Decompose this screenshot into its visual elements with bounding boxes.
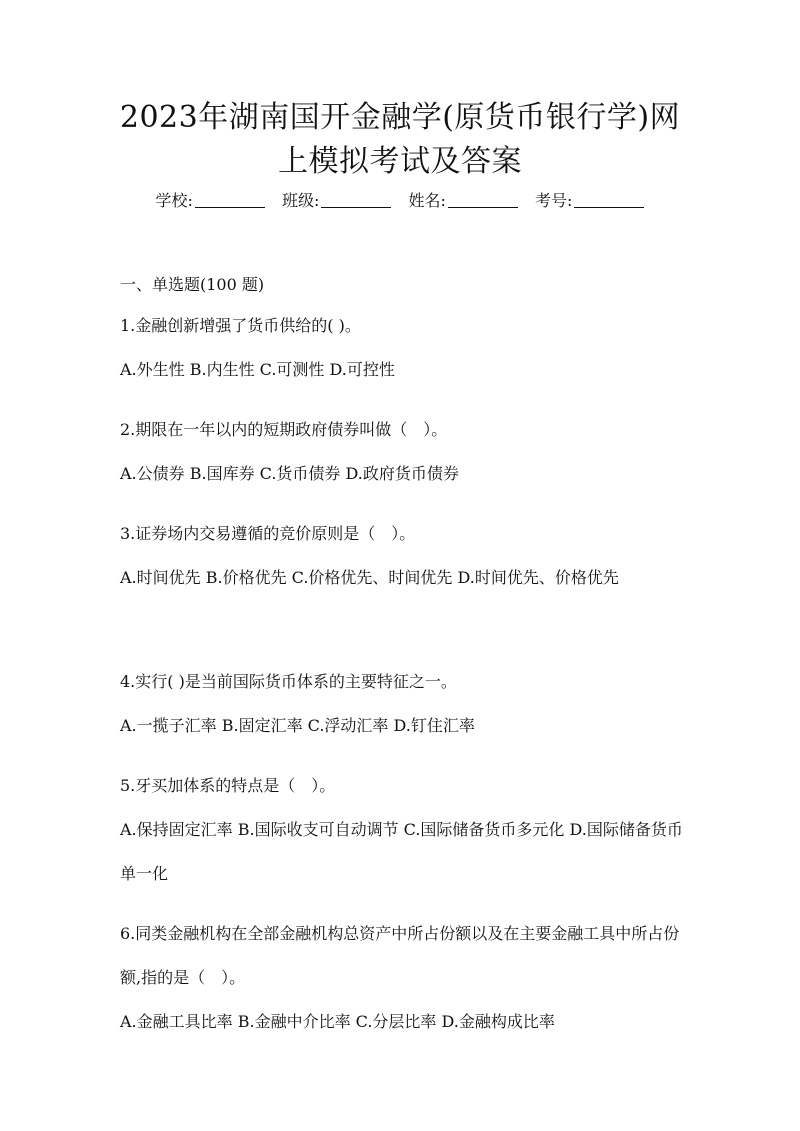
question-3	[120, 512, 686, 600]
question-stem: 6.同类金融机构在全部金融机构总资产中所占份额以及在主要金融工具中所占份额,指的是（ ）。	[120, 924, 680, 987]
name-field	[409, 191, 518, 210]
question-6	[120, 912, 686, 1044]
student-info-row	[0, 188, 800, 214]
exam-number-blank	[574, 191, 644, 208]
question-options: A.公债券 B.国库券 C.货币债券 D.政府货币债券	[120, 464, 459, 483]
question-options: A.金融工具比率 B.金融中介比率 C.分层比率 D.金融构成比率	[120, 1012, 555, 1031]
question-options: A.保持固定汇率 B.国际收支可自动调节 C.国际储备货币多元化 D.国际储备货币单一化	[120, 820, 683, 883]
question-stem: 3.证券场内交易遵循的竞价原则是（ ）。	[120, 524, 416, 543]
question-stem: 5.牙买加体系的特点是（ ）。	[120, 776, 336, 795]
question-1	[120, 304, 686, 392]
class-field	[282, 191, 391, 210]
name-label: 姓名:	[408, 191, 446, 210]
question-options: A.时间优先 B.价格优先 C.价格优先、时间优先 D.时间优先、价格优先	[120, 568, 619, 587]
class-blank	[321, 191, 391, 208]
school-field	[156, 191, 265, 210]
question-4	[120, 660, 686, 748]
question-stem: 1.金融创新增强了货币供给的( )。	[120, 316, 361, 335]
class-label: 班级:	[282, 191, 320, 210]
section-heading: 一、单选题(100 题)	[120, 275, 265, 294]
question-5	[120, 764, 686, 896]
exam-number-label: 考号:	[535, 191, 573, 210]
name-blank	[448, 191, 518, 208]
question-options: A.外生性 B.内生性 C.可测性 D.可控性	[120, 360, 395, 379]
document-title-line-2: 上模拟考试及答案	[278, 144, 522, 179]
question-stem: 4.实行( )是当前国际货币体系的主要特征之一。	[120, 672, 457, 691]
question-options: A.一揽子汇率 B.固定汇率 C.浮动汇率 D.钉住汇率	[120, 716, 475, 735]
question-2	[120, 408, 686, 496]
question-stem: 2.期限在一年以内的短期政府债券叫做（ ）。	[120, 420, 448, 439]
document-title-line-1: 2023年湖南国开金融学(原货币银行学)网	[119, 100, 681, 135]
school-label: 学校:	[155, 191, 193, 210]
school-blank	[195, 191, 265, 208]
exam-number-field	[535, 191, 644, 210]
